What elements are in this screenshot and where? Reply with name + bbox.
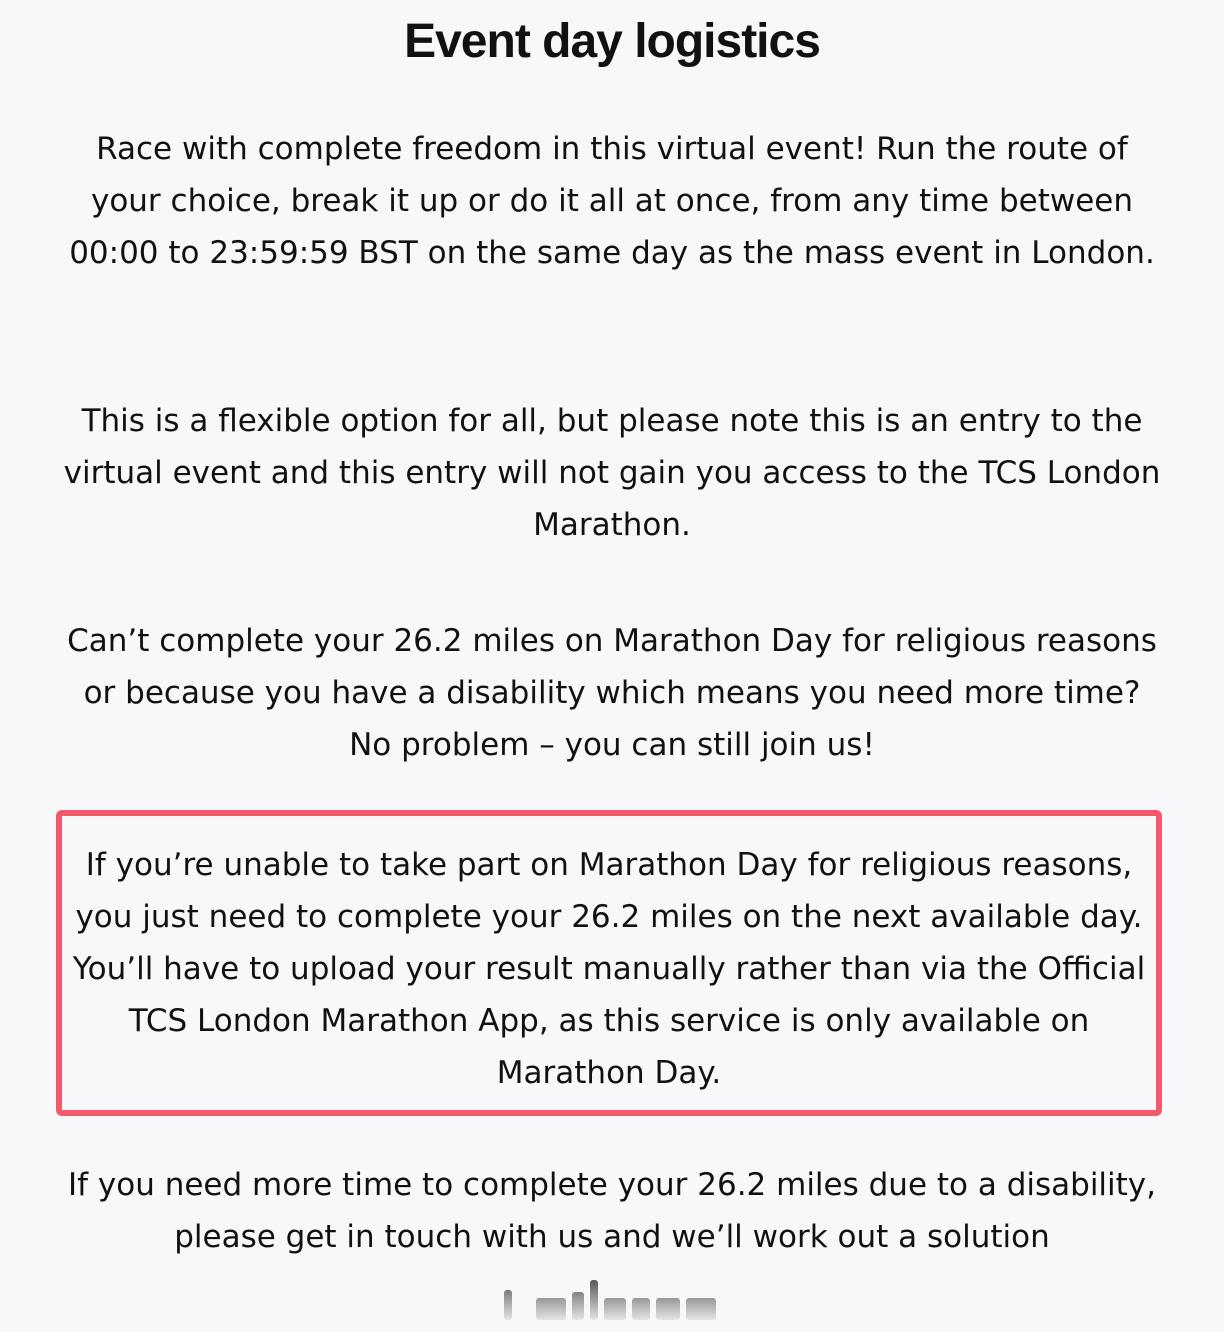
- section-title: Event day logistics: [404, 15, 820, 68]
- paragraph-flexible-option: This is a flexible option for all, but please note this is an entry to the virtual event and this entry will not gain you access to the TCS London Marathon.: [63, 403, 1161, 543]
- paragraph-religious-reasons: If you’re unable to take part on Marathon Day for religious reasons, you just need to complete your 26.2 miles on the next available day. You’ll have to upload your result manually rather than via the Official TCS London Marathon App, as this service is only available on Marathon Day.: [72, 847, 1146, 1091]
- paragraph-cant-complete: Can’t complete your 26.2 miles on Marathon Day for religious reasons or because you have a disability which means you need more time? No problem – you can still join us!: [67, 623, 1157, 763]
- cut-off-text-line: [490, 1270, 730, 1320]
- paragraph-more-time-disability: If you need more time to complete your 26.2 miles due to a disability, please get in touch with us and we’ll work out a solution: [67, 1167, 1157, 1255]
- paragraph-virtual-freedom: Race with complete freedom in this virtual event! Run the route of your choice, break it up or do it all at once, from any time between 00:00 to 23:59:59 BST on the same day as the mass event in London.: [69, 131, 1155, 271]
- highlighted-note-box: [56, 810, 1162, 1116]
